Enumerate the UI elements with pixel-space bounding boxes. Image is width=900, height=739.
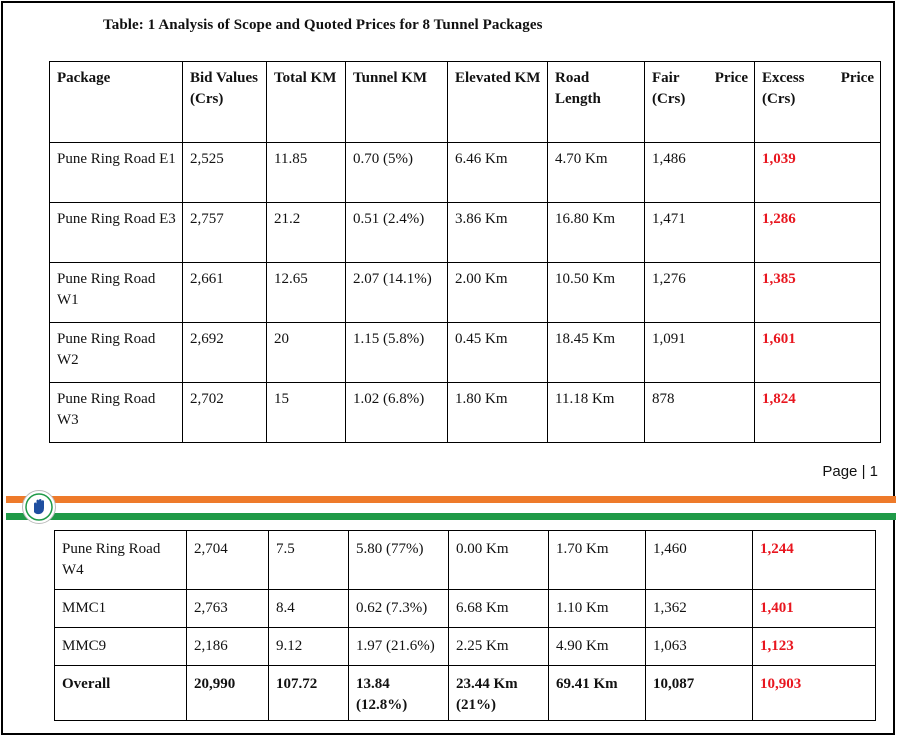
cell-elevated-km: 1.80 Km (448, 383, 548, 443)
page-number: Page | 1 (822, 463, 878, 480)
cell-package: MMC1 (55, 590, 187, 628)
cell-total-km: 15 (267, 383, 346, 443)
scope-price-table-page1 (49, 61, 881, 443)
cell-tunnel-km: 0.62 (7.3%) (349, 590, 449, 628)
overall-total-km: 107.72 (269, 666, 349, 721)
party-hand-logo-icon (22, 490, 56, 524)
cell-fair-price: 1,471 (645, 203, 755, 263)
cell-tunnel-km: 2.07 (14.1%) (346, 263, 448, 323)
cell-total-km: 20 (267, 323, 346, 383)
header-bid-values: Bid Values (Crs) (183, 62, 267, 143)
cell-excess-price: 1,601 (755, 323, 881, 383)
cell-bid: 2,704 (187, 531, 269, 590)
table-row (50, 323, 881, 383)
cell-road-length: 1.70 Km (549, 531, 646, 590)
cell-fair-price: 1,063 (646, 628, 753, 666)
cell-total-km: 9.12 (269, 628, 349, 666)
cell-fair-price: 1,276 (645, 263, 755, 323)
overall-elevated-km: 23.44 Km (21%) (449, 666, 549, 721)
cell-bid: 2,702 (183, 383, 267, 443)
tricolor-band-white (6, 503, 896, 513)
cell-package: Pune Ring Road W2 (50, 323, 183, 383)
overall-road-length: 69.41 Km (549, 666, 646, 721)
cell-bid: 2,692 (183, 323, 267, 383)
cell-tunnel-km: 1.15 (5.8%) (346, 323, 448, 383)
cell-tunnel-km: 5.80 (77%) (349, 531, 449, 590)
table-row (55, 531, 876, 590)
cell-total-km: 11.85 (267, 143, 346, 203)
cell-excess-price: 1,286 (755, 203, 881, 263)
table-row (50, 383, 881, 443)
cell-fair-price: 1,362 (646, 590, 753, 628)
table-row (55, 628, 876, 666)
cell-bid: 2,661 (183, 263, 267, 323)
cell-road-length: 11.18 Km (548, 383, 645, 443)
header-fair-price: Fair Price (Crs) (645, 62, 755, 143)
header-package: Package (50, 62, 183, 143)
cell-package: Pune Ring Road E1 (50, 143, 183, 203)
cell-excess-price: 1,244 (753, 531, 876, 590)
cell-road-length: 4.70 Km (548, 143, 645, 203)
cell-excess-price: 1,123 (753, 628, 876, 666)
cell-fair-price: 1,460 (646, 531, 753, 590)
cell-excess-price: 1,401 (753, 590, 876, 628)
cell-total-km: 7.5 (269, 531, 349, 590)
table-title: Table: 1 Analysis of Scope and Quoted Prices for 8 Tunnel Packages (103, 17, 543, 33)
cell-package: Pune Ring Road W1 (50, 263, 183, 323)
scope-price-table-page2 (54, 530, 876, 721)
cell-elevated-km: 3.86 Km (448, 203, 548, 263)
cell-total-km: 21.2 (267, 203, 346, 263)
cell-elevated-km: 2.25 Km (449, 628, 549, 666)
cell-package: MMC9 (55, 628, 187, 666)
cell-road-length: 18.45 Km (548, 323, 645, 383)
cell-bid: 2,525 (183, 143, 267, 203)
cell-elevated-km: 6.68 Km (449, 590, 549, 628)
cell-bid: 2,757 (183, 203, 267, 263)
overall-row (55, 666, 876, 721)
cell-excess-price: 1,824 (755, 383, 881, 443)
cell-package: Pune Ring Road E3 (50, 203, 183, 263)
header-tunnel-km: Tunnel KM (346, 62, 448, 143)
cell-tunnel-km: 0.51 (2.4%) (346, 203, 448, 263)
table-row (50, 203, 881, 263)
cell-excess-price: 1,385 (755, 263, 881, 323)
cell-excess-price: 1,039 (755, 143, 881, 203)
cell-tunnel-km: 1.02 (6.8%) (346, 383, 448, 443)
cell-fair-price: 1,486 (645, 143, 755, 203)
cell-fair-price: 1,091 (645, 323, 755, 383)
table-row (50, 143, 881, 203)
cell-tunnel-km: 1.97 (21.6%) (349, 628, 449, 666)
cell-total-km: 8.4 (269, 590, 349, 628)
overall-fair-price: 10,087 (646, 666, 753, 721)
header-road-length: Road Length (548, 62, 645, 143)
cell-road-length: 10.50 Km (548, 263, 645, 323)
header-elevated-km: Elevated KM (448, 62, 548, 143)
overall-bid: 20,990 (187, 666, 269, 721)
overall-package: Overall (55, 666, 187, 721)
cell-bid: 2,763 (187, 590, 269, 628)
overall-excess-price: 10,903 (753, 666, 876, 721)
table-header-row (50, 62, 881, 143)
tricolor-band-orange (6, 496, 896, 503)
cell-elevated-km: 6.46 Km (448, 143, 548, 203)
cell-road-length: 1.10 Km (549, 590, 646, 628)
cell-road-length: 16.80 Km (548, 203, 645, 263)
table-row (50, 263, 881, 323)
header-excess-price: Excess Price (Crs) (755, 62, 881, 143)
tricolor-band-green (6, 513, 896, 520)
cell-bid: 2,186 (187, 628, 269, 666)
cell-road-length: 4.90 Km (549, 628, 646, 666)
cell-fair-price: 878 (645, 383, 755, 443)
table-row (55, 590, 876, 628)
cell-package: Pune Ring Road W4 (55, 531, 187, 590)
cell-total-km: 12.65 (267, 263, 346, 323)
header-total-km: Total KM (267, 62, 346, 143)
cell-tunnel-km: 0.70 (5%) (346, 143, 448, 203)
cell-elevated-km: 2.00 Km (448, 263, 548, 323)
cell-package: Pune Ring Road W3 (50, 383, 183, 443)
cell-elevated-km: 0.00 Km (449, 531, 549, 590)
cell-elevated-km: 0.45 Km (448, 323, 548, 383)
overall-tunnel-km: 13.84 (12.8%) (349, 666, 449, 721)
